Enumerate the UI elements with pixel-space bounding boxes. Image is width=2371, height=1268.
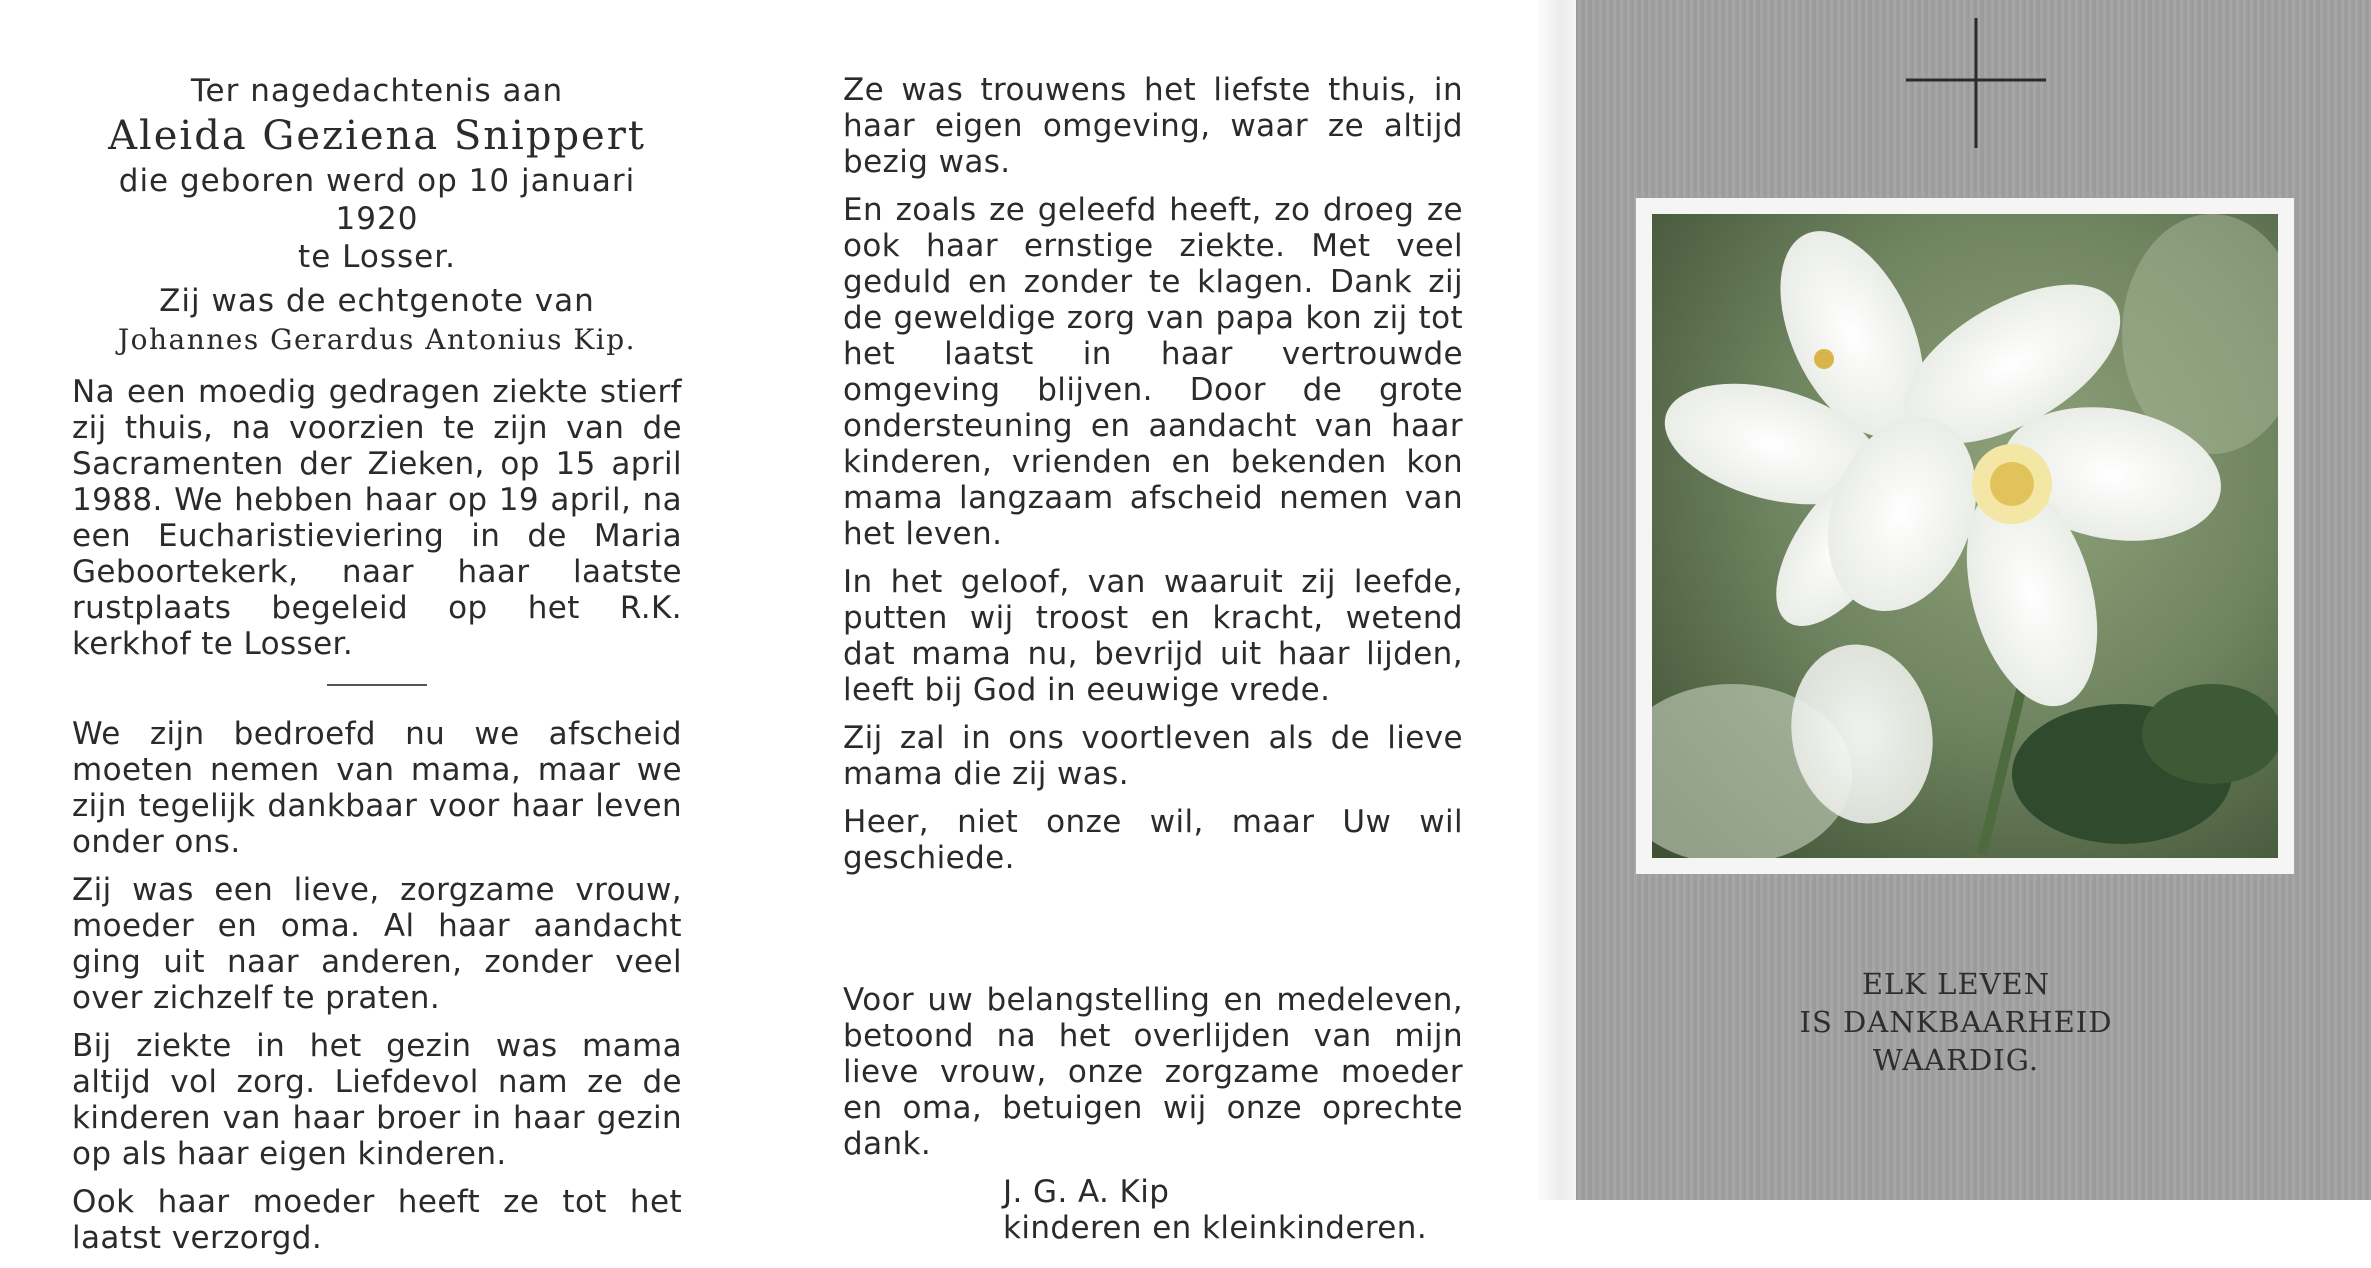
middle-page <box>843 72 1463 1246</box>
signature-family: kinderen en kleinkinderen. <box>1003 1210 1428 1246</box>
thanks-paragraph: Voor uw belangstelling en medeleven, betoond na het overlijden van mijn lieve vrouw, onze zorgzame moeder en oma, betuigen wij onze oprechte dank. <box>843 982 1463 1162</box>
left-paragraph-3: Bij ziekte in het gezin was mama altijd vol zorg. Liefdevol nam ze de kinderen van haar broer in haar gezin op als haar eigen kinderen. <box>72 1028 682 1172</box>
birth-line: die geboren werd op 10 januari 1920 <box>118 163 636 237</box>
mid-paragraph-2: En zoals ze geleefd heeft, zo droeg ze ook haar ernstige ziekte. Met veel geduld en zonder te klagen. Dank zij de geweldige zorg van papa kon zij tot het laatst in haar vertrouwde omgeving blijven. Door de grote ondersteuning en aandacht van haar kinderen, vrienden en bekenden kon mama langzaam afscheid nemen van het leven. <box>843 192 1463 552</box>
birth-place: te Losser. <box>298 239 456 275</box>
left-paragraph-1: We zijn bedroefd nu we afscheid moeten nemen van mama, maar we zijn tegelijk dankbaar voor haar leven onder ons. <box>72 716 682 860</box>
mid-paragraph-3: In het geloof, van waaruit zij leefde, putten wij troost en kracht, wetend dat mama nu, bevrijd uit haar lijden, leeft bij God in eeuwige vrede. <box>843 564 1463 708</box>
motto-line-1: ELK LEVEN <box>1861 967 2051 1001</box>
deceased-name: Aleida Geziena Snippert <box>108 113 646 159</box>
memorial-header: Ter nagedachtenis aan <box>190 73 564 109</box>
mid-paragraph-5: Heer, niet onze wil, maar Uw wil geschiede. <box>843 804 1463 876</box>
divider <box>327 684 427 686</box>
flower-photo <box>1652 214 2278 858</box>
cross-icon <box>1906 18 2046 148</box>
card-fold <box>1538 0 1576 1200</box>
spouse-intro: Zij was de echtgenote van <box>159 283 595 319</box>
spouse-name: Johannes Gerardus Antonius Kip. <box>117 323 637 356</box>
left-paragraph-2: Zij was een lieve, zorgzame vrouw, moeder en oma. Al haar aandacht ging uit naar anderen, zonder veel over zichzelf te praten. <box>72 872 682 1016</box>
left-paragraph-4: Ook haar moeder heeft ze tot het laatst verzorgd. <box>72 1184 682 1256</box>
photo-frame <box>1636 198 2294 874</box>
mid-paragraph-4: Zij zal in ons voortleven als de lieve mama die zij was. <box>843 720 1463 792</box>
signature <box>1003 1174 1463 1246</box>
signature-name: J. G. A. Kip <box>1003 1174 1170 1210</box>
cover-panel <box>1576 0 2371 1200</box>
motto-line-3: WAARDIG. <box>1872 1043 2040 1077</box>
death-paragraph: Na een moedig gedragen ziekte stierf zij thuis, na voorzien te zijn van de Sacramenten der Zieken, op 15 april 1988. We hebben haar op 19 april, na een Eucharistieviering in de Maria Geboortekerk, naar haar laatste rustplaats begeleid op het R.K. kerkhof te Losser. <box>72 374 682 662</box>
motto-line-2: IS DANKBAARHEID <box>1799 1005 2113 1039</box>
mid-paragraph-1: Ze was trouwens het liefste thuis, in haar eigen omgeving, waar ze altijd bezig was. <box>843 72 1463 180</box>
motto <box>1756 965 2156 1079</box>
left-page <box>72 72 682 1268</box>
